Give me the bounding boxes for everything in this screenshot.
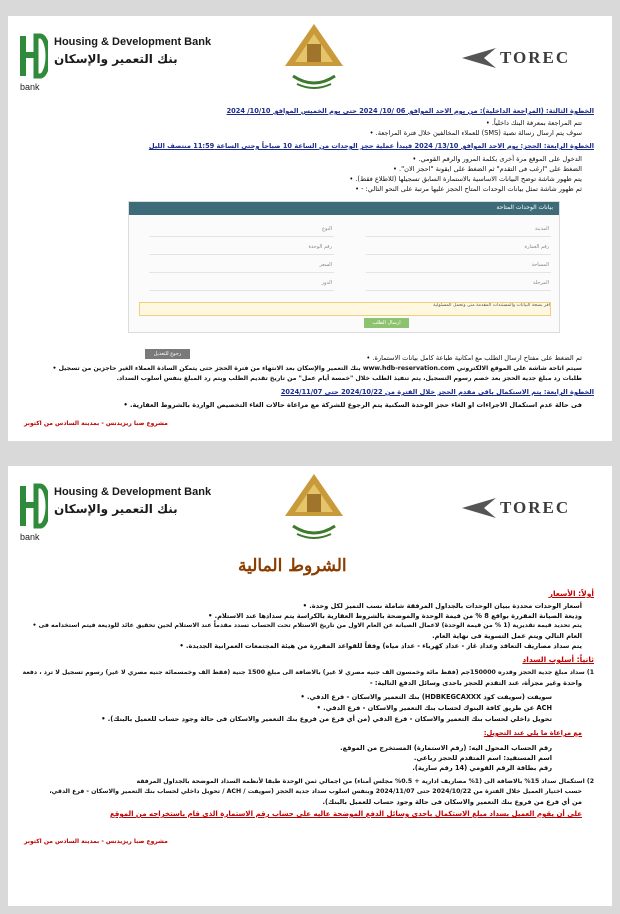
torec-name: TOREC	[500, 48, 571, 67]
hdb-bank-label: bank	[20, 82, 40, 92]
list-item: ACH عن طريق كافة البنوك لحساب بنك التعمير والاسكان - فرع الدقي. •	[317, 705, 552, 712]
torec-logo	[462, 46, 592, 72]
form-header: بيانات الوحدات المتاحة	[129, 202, 559, 215]
list-item: سوف يتم ارسال رسالة نصية (SMS) للعملاء المخالفين خلال فترة المراجعة. •	[370, 130, 582, 137]
project-footer: مشروع صبا ريزيدنس - بمدينة السادس من اكتوبر	[24, 420, 168, 427]
list-item: الدخول على الموقع مرة أخرى بكلمة المرور والرقم القومي. •	[412, 156, 582, 163]
form-field: النوع	[149, 224, 334, 237]
hdb-logo	[18, 30, 212, 102]
form-field: الدور	[149, 278, 334, 291]
list-item: يتم ظهور شاشة توضح البيانات الاساسية بالاستمارة السابق تسجيلها (للاطلاع فقط). •	[349, 176, 582, 183]
page-title: الشروط المالية	[238, 556, 347, 576]
list-item: فى حالة عدم استكمال الاجراءات او الغاء حجز الوحدة السكنية يتم الرجوع للشركة مع مراعاة حالات الغاء التخصيص الواردة بالشروط العقارية. •	[123, 402, 582, 409]
list-item-cont: العام التالي ويتم عمل التسوية فى نهاية العام.	[432, 632, 582, 640]
torec-mark-icon	[462, 46, 496, 70]
list-item-cont: طلبات رد مبلغ جدية الحجز بعد خصم رسوم التسجيل، يتم تنفيذ الطلب خلال "خمسة أيام عمل" من تاريخ تقديم الطلب ويتم رد المبلغ بنفس أسلوب السداد.	[116, 375, 582, 382]
form-field: المساحة	[366, 260, 551, 273]
list-item: يتم سداد مصاريف التعاقد وعداد غاز - عداد كهرباء - عداد مياه) وفقاً للقواعد المقررة من هيئة المجتمعات العمرانية الجديدة. •	[180, 643, 582, 650]
list-item: أسعار الوحدات محددة ببيان الوحدات بالجداول المرفقة شاملة نسب التميز لكل وحدة. •	[303, 603, 582, 610]
payment-item-1-cont: واحدة وغير مجزأة، عند التقدم للحجز باحدى وسائل الدفع التالية: -	[369, 679, 582, 687]
form-field: رقم الوحدة	[149, 242, 334, 255]
step-4-heading: الخطوة الرابعة: الحجز: يوم الاحد الموافق 13/10/ 2024 فيبدأ عملية حجز الوحدات من الساعة 10 صباحاً وحتى الساعة 11:59 منتصف الليل	[148, 142, 594, 150]
back-to-edit-button[interactable]: رجوع للتعديل	[145, 349, 190, 359]
list-item: سيتم اتاحة شاشة على الموقع الالكتروني www.hdb-reservation.com بنك التعمير والإسكان بعد الانتهاء من فترة الحجز حتى يتمكن السادة العملاء الغير حاجزين من تسجيل •	[53, 366, 582, 372]
torec-mark-icon	[462, 496, 496, 520]
list-item: تحويل داخلي لحساب بنك التعمير والاسكان - فرع الدقي (من أي فرع من فروع بنك التعمير والاسكان فى حالة وجود حساب للعميل بالبنك). •	[101, 716, 552, 723]
transfer-note-heading: مع مراعاة ما يلى عند التحويل:	[483, 729, 582, 737]
document-page-2	[8, 466, 612, 906]
hdb-name-en: Housing & Development Bank	[54, 36, 212, 48]
payment-item-2-cont: حسب اختيار العميل خلال الفترة من 2024/10/22 حتى 2024/11/07 وبنفس اسلوب سداد جدية الحجز (سويفت / ACH / تحويل داخلي لحساب بنك التعمير والاسكان - فرع الدقي،	[49, 788, 582, 795]
document-page-1	[8, 16, 612, 441]
list-item: سويفت (سويفت كود HDBKEGCAXXX) بنك التعمير والاسكان - فرع الدقي. •	[300, 694, 552, 701]
torec-name: TOREC	[500, 498, 571, 517]
submit-request-button[interactable]: ارسال الطلب	[364, 318, 409, 328]
step-3-heading: الخطوة الثالثة: (المراجعة الداخلية): من يوم الاحد الموافق 06 /10/ 2024 حتى يوم الخميس الموافق 10/10/ 2024	[226, 107, 594, 115]
list-item: ثم الضغط على مفتاح ارسال الطلب مع امكانية طباعة كامل بيانات الاستمارة. •	[366, 355, 582, 362]
payment-item-2-cont: من أي فرع من فروع بنك التعمير والاسكان فى حالة وجود حساب للعميل بالبنك).	[322, 798, 582, 806]
hdb-name-ar: بنك التعمير والإسكان	[54, 502, 178, 516]
hdb-mark-icon	[18, 32, 48, 80]
section-heading-prices: أولاً: الأسعار	[548, 589, 594, 598]
section-heading-payment: ثانياً: أسلوب السداد	[522, 655, 594, 664]
list-item: يتم تحديد قيمة تقديرية (1 % من قيمة الوحدة) لاعمال الصيانة عن العام الاول من تاريخ الاستلام تحت الحساب تسدد مقدماً عند الاستلام لحين تحقيق عائد للوديعة فيتم استخدامه فى •	[32, 623, 582, 629]
form-field: السعر	[149, 260, 334, 273]
list-item: رقم بطاقة الرقم القومي (14 رقم سارية).	[412, 764, 552, 772]
step-5-heading: الخطوة الرابعة: يتم الاستكمال باقى مقدم الحجز خلال الفترة من 2024/10/22 حتى 2024/11/07	[280, 388, 594, 396]
payment-item-1: 1) سداد مبلغ جدية الحجز وقدره 150000جم (فقط مائة وخمسون الف جنيه مصري لا غير) بالاضافة الى مبلغ 1500 جنية (فقط الف وخمسمائة جنيه مصري لا غير) رسوم تسجيل لا ترد ، دفعة	[22, 669, 594, 676]
list-item: ثم ظهور شاشة تمثل بيانات الوحدات المتاح الحجز عليها مرتبة على النحو التالي: - •	[355, 186, 582, 193]
list-item: اسم المستفيد: اسم المتقدم للحجز رباعي.	[413, 754, 552, 762]
hdb-name-ar: بنك التعمير والإسكان	[54, 52, 178, 66]
hdb-mark-icon	[18, 482, 48, 530]
units-form-screenshot	[128, 201, 560, 333]
payment-item-2: 2) استكمال سداد 15% بالاضافة الى (1% مصاريف ادارية + 0.5% مجلس أمناء) من اجمالي ثمن الوحدة طبقا لأنظمة السداد الموضحة بالجداول المرفقة	[136, 778, 594, 785]
form-field: المرحلة	[366, 278, 551, 291]
list-item: رقم الحساب المحول اليه: (رقم الاستمارة) المستخرج من الموقع.	[340, 744, 552, 752]
hdb-name-en: Housing & Development Bank	[54, 486, 212, 498]
list-item: وديعة الصيانة المقررة بواقع 8 % من قيمة الوحدة والموضحة بالشروط العقارية بالكراسة يتم سدادها عند الاستلام. •	[208, 613, 582, 620]
hdb-bank-label: bank	[20, 532, 40, 542]
form-field: المدينة	[366, 224, 551, 237]
project-footer: مشروع صبا ريزيدنس - بمدينة السادس من اكتوبر	[24, 838, 168, 845]
project-seal-icon	[283, 22, 345, 94]
form-field: رقم العمارة	[366, 242, 551, 255]
form-consent-note: اقر بصحة البيانات والمستندات المقدمة منى وتحمل المسئولية	[139, 302, 551, 316]
list-item: الضغط على "ارغب فى التقدم" ثم الضغط على ايقونة "احجز الان". •	[393, 166, 582, 173]
torec-logo	[462, 496, 592, 522]
list-item: تتم المراجعة بمعرفة البنك داخلياً. •	[486, 120, 582, 127]
project-seal-icon	[283, 472, 345, 544]
payment-warning: على أن يقوم العميل بسداد مبلغ الاستكمال باحدى وسائل الدفع الموضحة عاليه على حساب رقم الاستمارة الذى قام باستخراجه من الموقع	[110, 810, 582, 818]
hdb-logo	[18, 480, 212, 552]
